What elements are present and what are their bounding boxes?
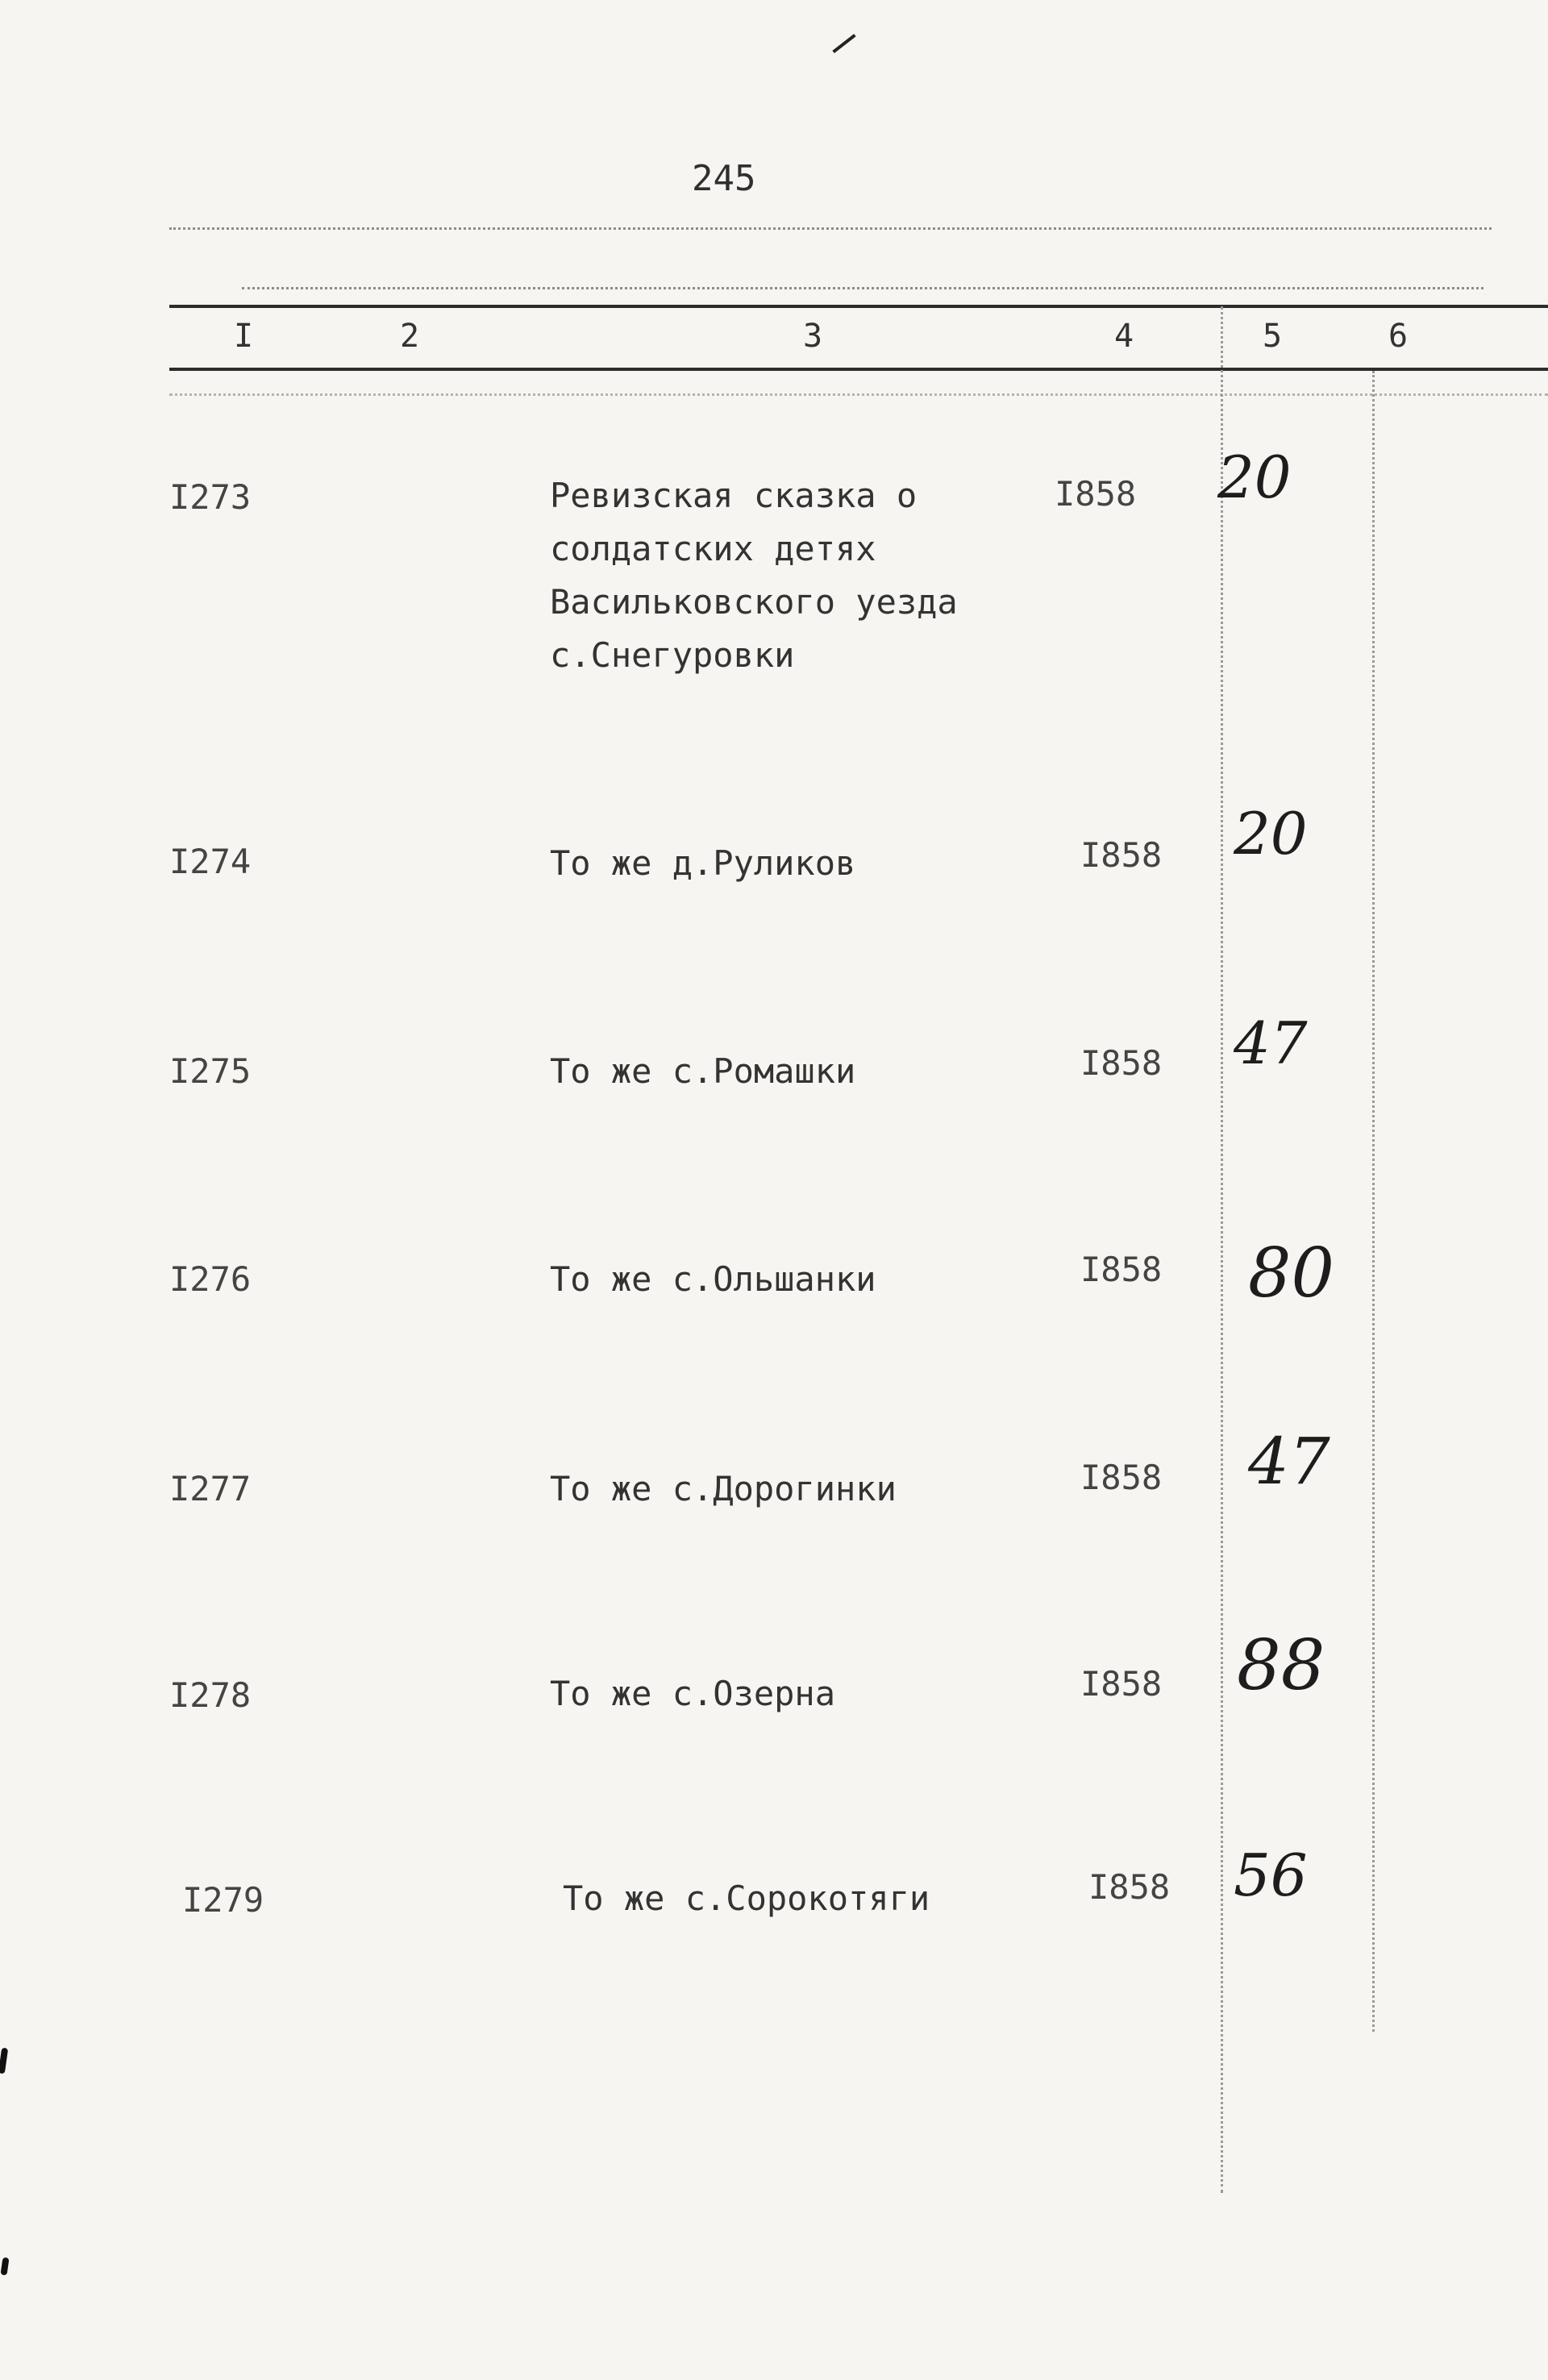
case-title: Ревизская сказка о солдатских детях Васильковского уезда с.Снегуровки — [550, 476, 958, 675]
column-divider-5 — [1221, 306, 1223, 2193]
case-year: I858 — [1088, 1867, 1171, 1907]
case-number: I276 — [169, 1259, 252, 1299]
header-dotted-rule-top — [169, 227, 1492, 230]
case-year: I858 — [1080, 1458, 1163, 1497]
case-number: I274 — [169, 842, 252, 881]
sheet-count: 20 — [1217, 443, 1292, 511]
header-rule-top — [169, 305, 1548, 308]
case-year: I858 — [1080, 835, 1163, 875]
sheet-count: 56 — [1234, 1841, 1308, 1909]
sheet-count: 47 — [1234, 1009, 1308, 1077]
case-number: I273 — [169, 477, 252, 517]
case-title: То же с.Ромашки — [550, 1051, 856, 1091]
scan-mark — [0, 2048, 8, 2074]
scan-mark — [1, 2257, 10, 2276]
pen-stroke — [832, 34, 855, 53]
sheet-count: 47 — [1248, 1424, 1330, 1499]
page-number: 245 — [692, 158, 756, 199]
case-year: I858 — [1080, 1043, 1163, 1083]
case-year: I858 — [1080, 1250, 1163, 1289]
sheet-count: 88 — [1237, 1625, 1325, 1706]
case-number: I279 — [182, 1880, 264, 1920]
case-title: То же с.Дорогинки — [550, 1469, 897, 1508]
case-title: То же с.Сорокотяги — [563, 1879, 930, 1918]
column-header-5: 5 — [1263, 318, 1283, 355]
column-header-3: 3 — [803, 318, 823, 355]
case-title: То же с.Озерна — [550, 1674, 836, 1713]
case-year: I858 — [1055, 474, 1137, 514]
column-header-2: 2 — [400, 318, 420, 355]
case-title: То же д.Руликов — [550, 843, 856, 883]
column-divider-6 — [1372, 371, 1375, 2032]
header-rule-bottom — [169, 368, 1548, 371]
case-number: I278 — [169, 1675, 252, 1715]
case-number: I275 — [169, 1051, 252, 1091]
column-header-6: 6 — [1388, 318, 1409, 355]
sheet-count: 80 — [1248, 1234, 1334, 1313]
case-year: I858 — [1080, 1664, 1163, 1704]
case-number: I277 — [169, 1469, 252, 1508]
header-dotted-rule-second — [242, 287, 1484, 289]
column-header-4: 4 — [1114, 318, 1134, 355]
case-title: То же с.Ольшанки — [550, 1259, 876, 1299]
column-header-1: I — [234, 318, 254, 355]
header-dotted-rule-under — [169, 393, 1548, 396]
sheet-count: 20 — [1234, 800, 1308, 868]
